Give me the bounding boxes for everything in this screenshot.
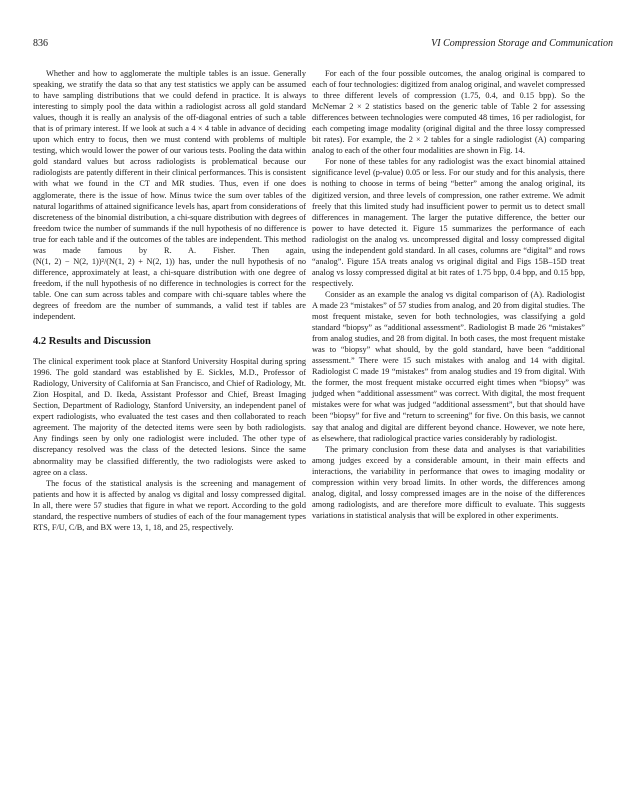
paragraph: Consider as an example the analog vs digital comparison of (A). Radiologist A made 23 “mistakes” of 57 studies from analog, and 20 from digital studies. The most frequent mistake, seven for both technologies, was classifying a gold standard “biopsy” as “additional assessment”. Radiologist B made 26 “mistakes” from analog studies, and 28 from digital. In both cases, the most frequent mistake was to “biopsy” what should, by the gold standard, have been “additional assessment.” There were 15 such mistakes with analog and 14 with digital. Radiologist C made 19 “mistakes” from analog studies and 19 from digital. With the former, the most frequent mistake occurred eight times when “biopsy” was judged when “additional assessment” was correct. With digital, the most frequent mistakes were for what was judged “additional assessment”, but that should have been “biopsy” for five and “return to screening” for five. On this basis, we cannot say that analog and digital are different beyond chance. However, we note here, as elsewhere, that radiological practice varies considerably by radiologist. <box>312 289 585 443</box>
left-column <box>33 68 306 533</box>
paragraph <box>33 68 306 322</box>
right-column <box>312 68 585 521</box>
paragraph: The clinical experiment took place at Stanford University Hospital during spring 1996. The gold standard was established by E. Sickles, M.D., Professor of Radiology, University of California at San Francisco, and Chief of Radiology, Mt. Zion Hospital, and D. Ikeda, Assistant Professor and Chief, Breast Imaging Section, Department of Radiology, Stanford University, an independent panel of expert radiologists, who evaluated the test cases and then collaborated to reach agreement. The majority of the detected items were seen by both radiologists. Any findings seen by only one radiologist were included. The other type of discrepancy resolved was the class of the detected lesions. Since the same abnormality may be classified differently, the two radiologists were asked to agree on a class. <box>33 357 306 477</box>
paragraph: The focus of the statistical analysis is the screening and management of patients and how it is affected by analog vs digital and lossy compressed digital. In all, there were 57 studies that figure in what we report. According to the gold standard, the respective numbers of studies of each of the four management types RTS, F/U, C/B, and BX were 13, 1, 18, and 25, respectively. <box>33 478 306 532</box>
chi-square-formula: (N(1, 2) − N(2, 1))²/(N(1, 2) + N(2, 1)) <box>33 256 175 266</box>
section-heading: 4.2 Results and Discussion <box>33 336 151 348</box>
page-header <box>33 38 613 52</box>
paragraph-text: has, under the null hypothesis of no difference, approximately at least, a chi-square distribution with one degree of freedom, if the null hypothesis of no difference in technologies is correct for the table. One can sum across tables and compare with chi-square tables where the degrees of freedom are the number of summands, a valid test if tables are independent. <box>33 256 307 322</box>
page-number: 836 <box>33 38 48 49</box>
paragraph: For none of these tables for any radiologist was the exact binomial attained significance level (p-value) 0.05 or less. For our study and for this analysis, there is nothing to choose in terms of being “better” among the analog original, its digitized version, and three levels of compression, one rather extreme. We admit freely that this limited study had insufficient power to permit us to detect small differences in management. The larger the putative difference, the better our power to have detected it. Figure 15 summarizes the performance of each radiologist on the analog vs. uncompressed digital and lossy compressed digital using the independent gold standard. In all cases, columns are “digital” and rows “analog”. Figure 15A treats analog vs original digital and Figs 15B–15D treat analog vs lossy compressed digital at bit rates of 1.75 bpp, 0.4 bpp, and 0.15 bpp, respectively. <box>312 157 585 288</box>
running-title: VI Compression Storage and Communication <box>431 38 613 49</box>
paragraph-text: Whether and how to agglomerate the multiple tables is an issue. Generally speaking, we stratify the data so that any test statistics we apply can be assumed to have sampling distributions that we could defend in practice. It is always interesting to simply pool the data within a radiologist across all gold standard values, though it is really an analysis of the off-diagonal entries of such a table that is of primary interest. If we look at such a 4 × 4 table in advance of deciding upon which entry to focus, then we must contend with problems of multiple testing, which would lower the power of our various tests. Pooling the data within gold standard values but across radiologists is problematical because our radiologists are patently different in their clinical performances. This is consistent with what we found in the CT and MR studies. Thus, even if one does agglomerate, there is the issue of how. Minus twice the sum over tables of the natural logarithms of attained significance levels has, apart from considerations of discreteness of the binomial distribution, a chi-square distribution with degrees of freedom twice the number of summands if the null hypothesis of no difference is true for each table and if the outcomes of the tables are independent. This method was made famous by R. A. Fisher. Then again, <box>33 69 306 255</box>
paragraph: The primary conclusion from these data and analyses is that variabilities among judges exceed by a considerable amount, in their main effects and interactions, the variability in performance that owes to imaging modality or compression within very broad limits. In other words, the differences among analog, digital, and lossy compressed images are in the noise of the differences among radiologists, and are therefore more difficult to evaluate. This suggests variations in statistical analysis that will be explored in other experiments. <box>312 444 585 520</box>
paragraph: For each of the four possible outcomes, the analog original is compared to each of four technologies: digitized from analog original, and wavelet compressed to three different levels of compression (1.75, 0.4, and 0.15 bpp). So the McNemar 2 × 2 statistics based on the generic table of Table 2 for assessing differences between technologies were computed 48 times, 16 per radiologist, for each competing image modality (original digital and the three lossy compressed bit rates). For example, the 2 × 2 tables for a single radiologist (A) comparing analog to each of the other four modalities are shown in Fig. 14. <box>312 69 586 156</box>
